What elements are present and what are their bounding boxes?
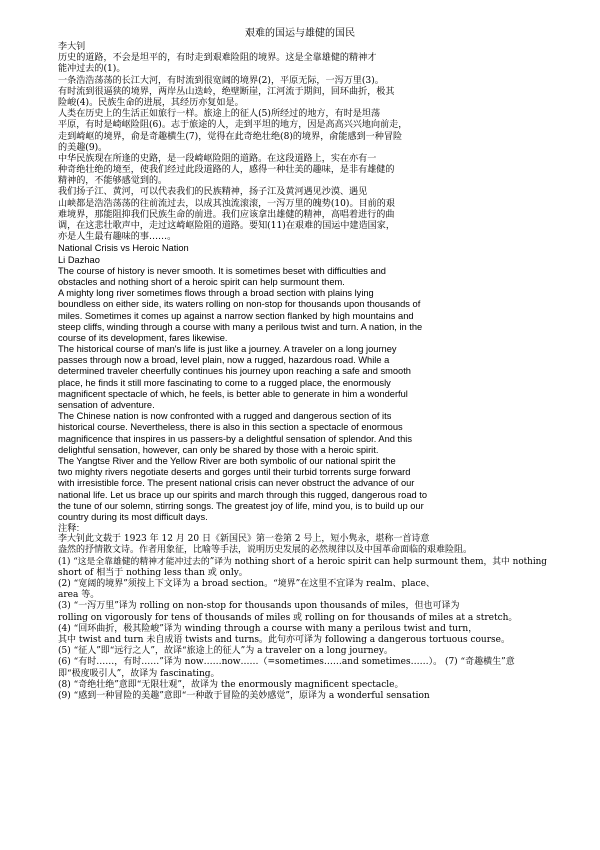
text-line: 即“极度吸引人”，故译为 fascinating。 — [58, 668, 220, 679]
text-line: country during its most difficult days. — [58, 511, 208, 522]
text-line: 走到崎岖的境界，俞是奇趣横生(7)，觉得在此奇绝壮绝(8)的境界，俞能感到一种冒险 — [58, 131, 403, 142]
text-line: 注释: — [58, 523, 80, 534]
text-line: (3) “一泻万里”译为 rolling on non-stop for thousands upon thousands of miles，但也可译为 — [58, 601, 460, 612]
text-line: 险峻(4)。民族生命的进展，其经历亦复如是。 — [58, 97, 244, 108]
text-line: 一条浩浩荡荡的长江大河，有时流到很宽阔的境界(2)，平原无际，一泻万里(3)。 — [58, 75, 384, 86]
text-line: obstacles and nothing short of a heroic spirit can help surmount them. — [58, 276, 345, 287]
text-line: The Yangtse River and the Yellow River are both symbolic of our national spirit the — [58, 455, 396, 466]
text-line: steep cliffs, winding through a course with many a perilous twist and turn. A nation, in the — [58, 321, 423, 332]
text-line: 种奇绝壮绝的境至，使我们经过此段道路的人，感得一种壮美的趣味，是非有雄健的 — [58, 165, 395, 176]
text-line: 有时流到很逼狭的境界，两岸丛山迭岭，绝壁断崖，江河流于期间，回环曲折，极其 — [58, 86, 395, 97]
text-line: (9) “感到一种冒险的美趣”意即“一种敢于冒险的美妙感觉”，原译为 a wonderful sensation — [58, 690, 430, 701]
text-line: 我们扬子江、黄河，可以代表我们的民族精神，扬子江及黄河遇见沙漠、遇见 — [58, 187, 368, 198]
text-line: 平原，有时是崎岖险阻(6)。志于旅途的人，走到平坦的地方，因是高高兴兴地向前走， — [58, 120, 408, 131]
text-line: 人类在历史上的生活正如旅行一样。旅途上的征人(5)所经过的地方，有时是坦荡 — [58, 109, 381, 120]
text-line: The Chinese nation is now confronted with a rugged and dangerous section of its — [58, 411, 392, 422]
text-line: (4) “回环曲折，极其险峻”译为 winding through a course with many a perilous twist and turn， — [58, 623, 478, 634]
text-line: boundless on either side, its waters rolling on non-stop for thousands upon thousands of — [58, 299, 421, 310]
text-line: 山峡都是浩浩荡荡的往前流过去，以成其浊流滚滚，一泻万里的魄势(10)。目前的艰 — [58, 198, 395, 209]
author-line: 李大钊 — [58, 42, 86, 52]
text-line: passes through now a broad, level plain, now a rugged, hazardous road. While a — [58, 355, 390, 366]
text-line: 精神的，不能够感觉到的。 — [58, 176, 168, 187]
document-body — [58, 42, 548, 702]
text-line: Li Dazhao — [58, 254, 100, 265]
text-line: area 等。 — [58, 590, 100, 601]
text-line: place, he finds it still more fascinating to come to a rugged place, the enormously — [58, 377, 391, 388]
text-line: magnificence that inspires in us passers-by a delightful sensation of splendor. And this — [58, 433, 413, 444]
text-line: two mighty rivers negotiate deserts and gorges until their turbid torrents surge forward — [58, 467, 411, 478]
text-line: A mighty long river sometimes flows through a broad section with plains lying — [58, 288, 374, 299]
text-line: (8) “奇绝壮绝”意即“无限壮观”，故译为 the enormously magnificent spectacle。 — [58, 679, 404, 690]
text-line: 其中 twist and turn 未自成语 twists and turns。此句亦可译为 following a dangerous tortuous course。 — [58, 634, 510, 645]
text-line: sensation of adventure. — [58, 400, 155, 410]
text-line: short of 相当于 nothing less than 或 only。 — [58, 567, 248, 578]
text-line: 盎然的抒情散文诗。作者用象征，比喻等手法，说明历史发展的必然规律以及中国革命面临的艰难险阻。 — [58, 545, 473, 556]
text-line: historical course. Nevertheless, there is also in this section a spectacle of enormous — [58, 422, 403, 433]
text-line: (5) “征人”即“远行之人”，故译“旅途上的征人”为 a traveler on a long journey。 — [58, 646, 393, 657]
text-line: 难境界，那能阻抑我们民族生命的前进。我们应该拿出雄健的精神，高唱着进行的曲 — [58, 209, 395, 220]
text-line: 亦是人生最有趣味的事……。 — [58, 232, 177, 243]
text-line: The historical course of man's life is just like a journey. A traveler on a long journey — [58, 344, 397, 355]
text-line: the tune of our solemn, stirring songs. The greatest joy of life, mind you, is to build up our — [58, 500, 424, 511]
page-title: 艰难的国运与雄健的国民 — [245, 28, 355, 39]
text-line: magnificent spectacle of which, he feels, is better able to generate in him a wonderful — [58, 388, 408, 399]
english-title: National Crisis vs Heroic Nation — [58, 243, 189, 254]
text-line: 能冲过去的(1)。 — [58, 64, 126, 75]
text-line: (2) “宽阔的境界”须按上下文译为 a broad section。“境界”在这里不宜译为 realm、place、 — [58, 579, 435, 589]
text-line: (6) “有时……，有时……”译为 now……now……（=sometimes……and sometimes……）。 (7) “奇趣横生”意 — [58, 657, 515, 668]
text-line: 中华民族现在所逢的史路，是一段崎岖险阻的道路。在这段道路上，实在亦有一 — [58, 153, 377, 164]
text-line: (1) “这是全靠雄健的精神才能冲过去的”译为 nothing short of a heroic spirit can help surmount them，其中 nothing — [58, 556, 547, 567]
text-line: miles. Sometimes it comes up against a narrow section flanked by high mountains and — [58, 310, 414, 321]
text-line: 的美趣(9)。 — [58, 142, 108, 153]
text-line: rolling on vigorously for tens of thousands of miles 或 rolling on for thousands of miles at a stretch。 — [58, 612, 518, 623]
text-line: with irresistible force. The present national crisis can never obstruct the advance of our — [58, 478, 415, 489]
text-line: 历史的道路，不会是坦平的，有时走到艰难险阻的境界。这是全靠雄健的精神才 — [58, 53, 377, 64]
text-line: determined traveler cheerfully continues his journey upon reaching a safe and smooth — [58, 366, 411, 377]
text-line: course of its development, fares likewise. — [58, 332, 228, 343]
text-line: The course of history is never smooth. It is sometimes beset with difficulties and — [58, 265, 386, 276]
text-line: national life. Let us brace up our spirits and march through this rugged, dangerous road to — [58, 489, 428, 500]
notes-heading: 李大钊此文载于 1923 年 12 月 20 日《新国民》第一卷第 2 号上，短小隽永，堪称一首诗意 — [58, 534, 430, 545]
text-line: delightful sensation, however, can only be shared by those with a heroic spirit. — [58, 444, 379, 455]
text-line: 调，在这悲壮歌声中，走过这崎岖险阻的道路。要知(11)在艰难的国运中建造国家， — [58, 221, 395, 231]
